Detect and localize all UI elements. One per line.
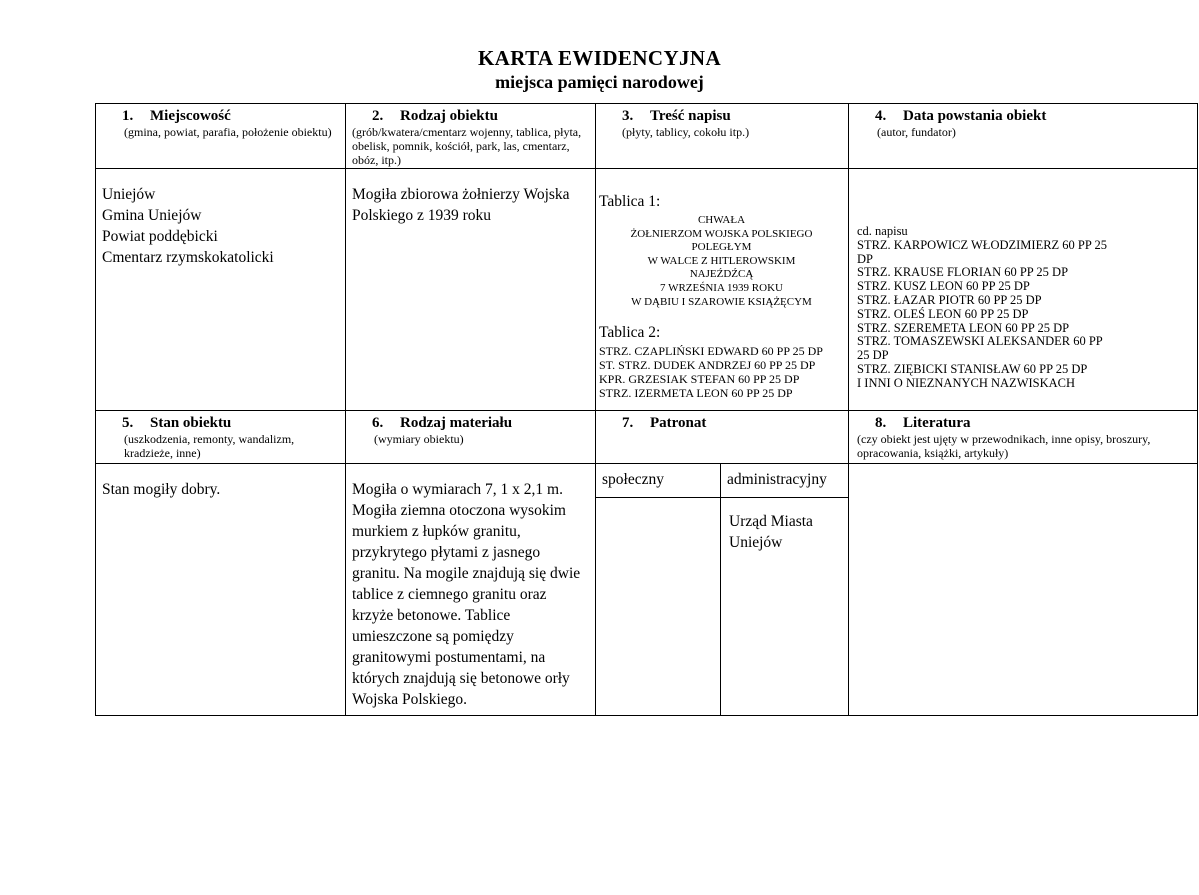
- header-title-stan-obiektu: [96, 414, 345, 432]
- patronat-social-header: społeczny: [596, 464, 721, 498]
- header-number: 6.: [372, 415, 384, 431]
- header-title-data-powstania: [849, 107, 1197, 125]
- header-cell-literatura: [849, 411, 1198, 464]
- cell-rodzaj-materialu: [346, 464, 596, 716]
- header-title-patronat: [596, 414, 848, 432]
- header-desc-stan-obiektu: (uszkodzenia, remonty, wandalizm, kradzieże, inne): [124, 432, 295, 460]
- header-cell-rodzaj-materialu: [346, 411, 596, 464]
- miejscowosc-line: Uniejów: [102, 186, 156, 203]
- content-row-2: [96, 464, 1198, 716]
- cell-data-powstania: [849, 169, 1198, 411]
- header-title-miejscowosc: [96, 107, 345, 125]
- name-line: STRZ. SZEREMETA LEON 60 PP 25 DP: [857, 320, 1070, 335]
- header-label: Miejscowość: [150, 108, 231, 124]
- cell-literatura: [849, 464, 1198, 716]
- header-desc-miejscowosc: (gmina, powiat, parafia, położenie obiektu): [124, 125, 332, 139]
- header-cell-miejscowosc: [96, 104, 346, 169]
- inscription-line: NAJEŹDŹCĄ: [689, 268, 754, 281]
- patronat-admin-value: Urząd Miasta Uniejów: [729, 513, 813, 551]
- inscription-line: 7 WRZEŚNIA 1939 ROKU: [660, 281, 783, 294]
- header-cell-data-powstania: [849, 104, 1198, 169]
- header-desc-tresc-napisu: (płyty, tablicy, cokołu itp.): [622, 125, 750, 139]
- inscription-line: POLEGŁYM: [691, 241, 752, 254]
- name-line: STRZ. IZERMETA LEON 60 PP 25 DP: [599, 385, 793, 400]
- name-line: STRZ. KUSZ LEON 60 PP 25 DP: [857, 279, 1030, 294]
- content-row-1: [96, 169, 1198, 411]
- header-label: Data powstania obiekt: [903, 108, 1047, 124]
- name-line: STRZ. TOMASZEWSKI ALEKSANDER 60 PP 25 DP: [857, 334, 1103, 363]
- inscription-line: ŻOŁNIERZOM WOJSKA POLSKIEGO: [630, 227, 813, 240]
- header-number: 4.: [875, 108, 887, 124]
- name-line: I INNI O NIEZNANYCH NAZWISKACH: [857, 375, 1076, 390]
- name-line: STRZ. OLEŚ LEON 60 PP 25 DP: [857, 306, 1029, 321]
- name-line: STRZ. ŁAZAR PIOTR 60 PP 25 DP: [857, 292, 1042, 307]
- header-desc-literatura: (czy obiekt jest ujęty w przewodnikach, inne opisy, broszury, opracowania, książki, artykuły): [857, 432, 1151, 460]
- header-label: Literatura: [903, 415, 971, 431]
- document-subtitle: miejsca pamięci narodowej: [495, 72, 704, 92]
- literatura-text: [849, 464, 1197, 479]
- patronat-admin-header: administracyjny: [721, 464, 848, 498]
- header-label: Stan obiektu: [150, 415, 232, 431]
- tablica1-label: Tablica 1:: [599, 193, 661, 210]
- name-line: STRZ. KARPOWICZ WŁODZIMIERZ 60 PP 25 DP: [857, 237, 1107, 266]
- header-cell-patronat: [596, 411, 849, 464]
- header-label: Treść napisu: [650, 108, 731, 124]
- cell-stan-obiektu: [96, 464, 346, 716]
- cell-rodzaj-obiektu: [346, 169, 596, 411]
- miejscowosc-line: Gmina Uniejów: [102, 207, 202, 224]
- cell-miejscowosc: [96, 169, 346, 411]
- cd-napisu-label: cd. napisu: [857, 224, 908, 238]
- header-row-1: [96, 104, 1198, 169]
- header-cell-tresc-napisu: [596, 104, 849, 169]
- header-title-rodzaj-materialu: [346, 414, 595, 432]
- header-number: 2.: [372, 108, 384, 124]
- inscription-line: CHWAŁA: [697, 214, 746, 226]
- tablica2-names: [599, 345, 844, 400]
- patronat-subtable: [596, 464, 848, 715]
- inscription-line: W DĄBIU I SZAROWIE KSIĄŻĘCYM: [631, 295, 812, 308]
- miejscowosc-line: Cmentarz rzymskokatolicki: [102, 249, 274, 266]
- name-line: STRZ. CZAPLIŃSKI EDWARD 60 PP 25 DP: [599, 344, 823, 359]
- header-number: 1.: [122, 108, 134, 124]
- header-desc-rodzaj-obiektu: (grób/kwatera/cmentarz wojenny, tablica, płyta, obelisk, pomnik, kościół, park, las, cmentarz, obóz, itp.): [352, 125, 582, 167]
- header-desc-data-powstania: (autor, fundator): [877, 125, 956, 139]
- header-label: Patronat: [650, 415, 707, 431]
- cell-tresc-napisu: [596, 169, 849, 411]
- tablica2-label: Tablica 2:: [599, 324, 661, 342]
- document-title: KARTA EWIDENCYJNA: [477, 46, 722, 70]
- header-number: 3.: [622, 108, 634, 124]
- name-line: STRZ. KRAUSE FLORIAN 60 PP 25 DP: [857, 265, 1069, 280]
- miejscowosc-line: Powiat poddębicki: [102, 228, 218, 245]
- rodzaj-obiektu-text: Mogiła zbiorowa żołnierzy Wojska Polskiego z 1939 roku: [352, 186, 570, 224]
- header-label: Rodzaj obiektu: [400, 108, 498, 124]
- rodzaj-materialu-text: Mogiła o wymiarach 7, 1 x 2,1 m. Mogiła ziemna otoczona wysokim murkiem z łupków granitu, przykrytego płytami z jasnego granitu. Na mogile znajdują się dwie tablice z ciemnego granitu oraz krzyże betonowe. Tablice umieszczone są pomiędzy granitowymi postumentami, na których znajdują się betonowe orły Wojska Polskiego.: [352, 481, 581, 708]
- stan-obiektu-text: Stan mogiły dobry.: [102, 481, 221, 498]
- header-row-2: [96, 411, 1198, 464]
- inscription-line: W WALCE Z HITLEROWSKIM: [647, 254, 796, 267]
- header-title-literatura: [849, 414, 1197, 432]
- patronat-social-value: [596, 498, 721, 715]
- name-line: STRZ. ZIĘBICKI STANISŁAW 60 PP 25 DP: [857, 361, 1088, 376]
- evidence-card-table: [95, 103, 1198, 716]
- header-title-rodzaj-obiektu: [346, 107, 595, 125]
- header-number: 5.: [122, 415, 134, 431]
- header-desc-rodzaj-materialu: (wymiary obiektu): [374, 432, 464, 446]
- tablica1-inscription: [599, 214, 844, 309]
- name-line: ST. STRZ. DUDEK ANDRZEJ 60 PP 25 DP: [599, 357, 816, 372]
- cell-patronat: [596, 464, 849, 716]
- name-line: KPR. GRZESIAK STEFAN 60 PP 25 DP: [599, 371, 800, 386]
- header-number: 8.: [875, 415, 887, 431]
- header-label: Rodzaj materiału: [400, 415, 513, 431]
- header-number: 7.: [622, 415, 634, 431]
- header-title-tresc-napisu: [596, 107, 848, 125]
- header-cell-rodzaj-obiektu: [346, 104, 596, 169]
- header-cell-stan-obiektu: [96, 411, 346, 464]
